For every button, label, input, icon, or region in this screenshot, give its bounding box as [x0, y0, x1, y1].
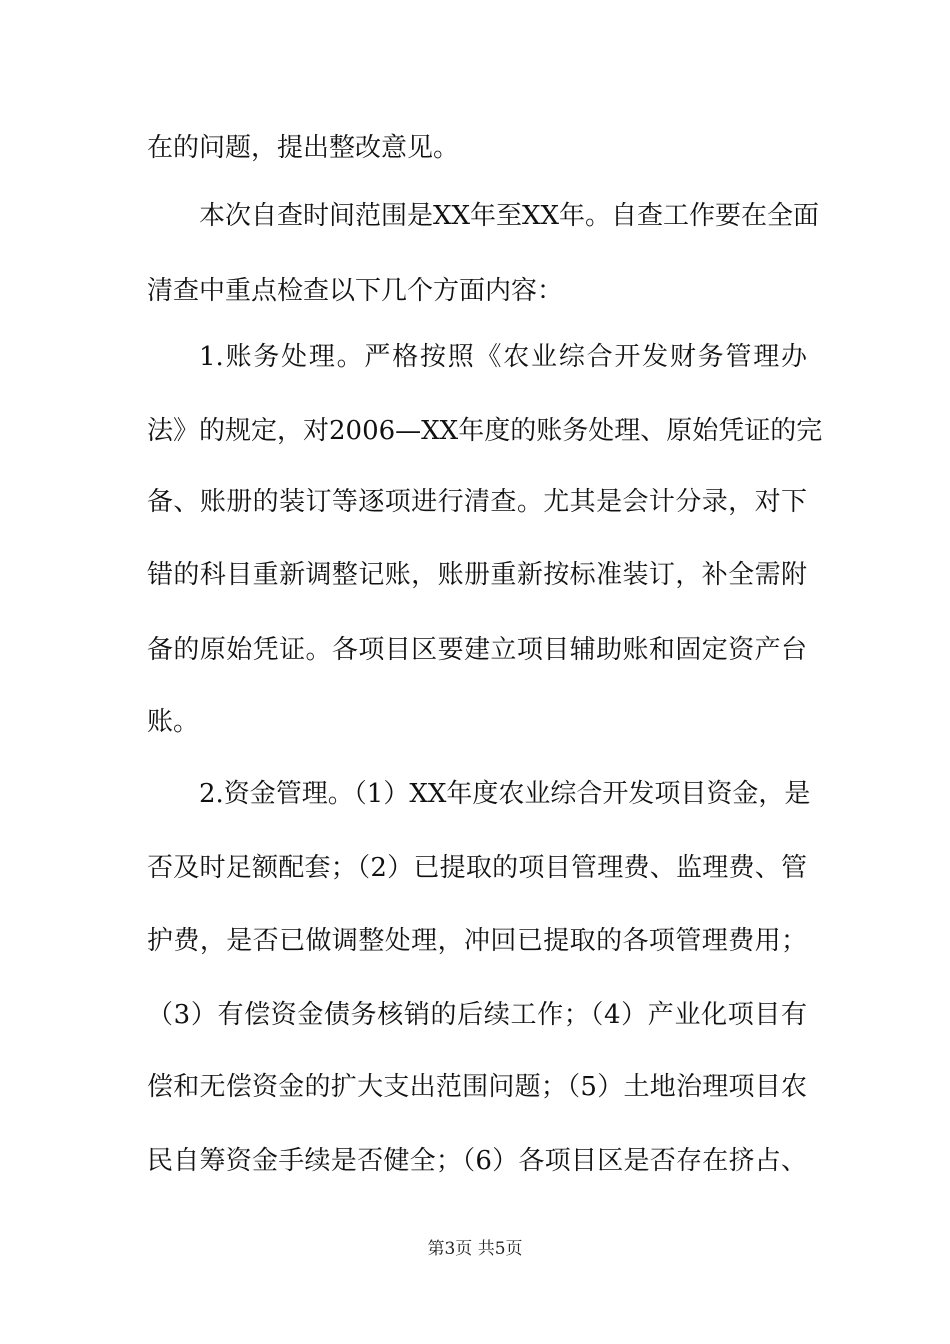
- body-line-5: 法》的规定，对2006—XX年度的账务处理、原始凭证的完: [147, 416, 823, 446]
- body-line-14: 偿和无偿资金的扩大支出范围问题；（5）土地治理项目农: [147, 1072, 807, 1102]
- body-line-2: 本次自查时间范围是XX年至XX年。自查工作要在全面: [199, 201, 820, 231]
- body-line-3: 清查中重点检查以下几个方面内容：: [147, 276, 564, 306]
- body-line-8: 备的原始凭证。各项目区要建立项目辅助账和固定资产台: [147, 635, 807, 665]
- body-line-15: 民自筹资金手续是否健全；（6）各项目区是否存在挤占、: [147, 1146, 807, 1176]
- body-line-4: 1.账务处理。严格按照《农业综合开发财务管理办: [199, 342, 807, 372]
- body-line-1: 在的问题，提出整改意见。: [147, 133, 460, 163]
- body-line-6: 备、账册的装订等逐项进行清查。尤其是会计分录，对下: [147, 487, 807, 517]
- body-line-11: 否及时足额配套；（2）已提取的项目管理费、监理费、管: [147, 853, 807, 883]
- body-line-12: 护费，是否已做调整处理，冲回已提取的各项管理费用；: [147, 926, 807, 956]
- body-line-7: 错的科目重新调整记账，账册重新按标准装订，补全需附: [147, 560, 807, 590]
- body-line-10: 2.资金管理。（1）XX年度农业综合开发项目资金，是: [199, 779, 811, 809]
- body-line-9: 账。: [147, 707, 200, 737]
- page-footer: 第3页 共5页: [427, 1239, 523, 1259]
- body-line-13: （3）有偿资金债务核销的后续工作；（4）产业化项目有: [147, 1000, 807, 1030]
